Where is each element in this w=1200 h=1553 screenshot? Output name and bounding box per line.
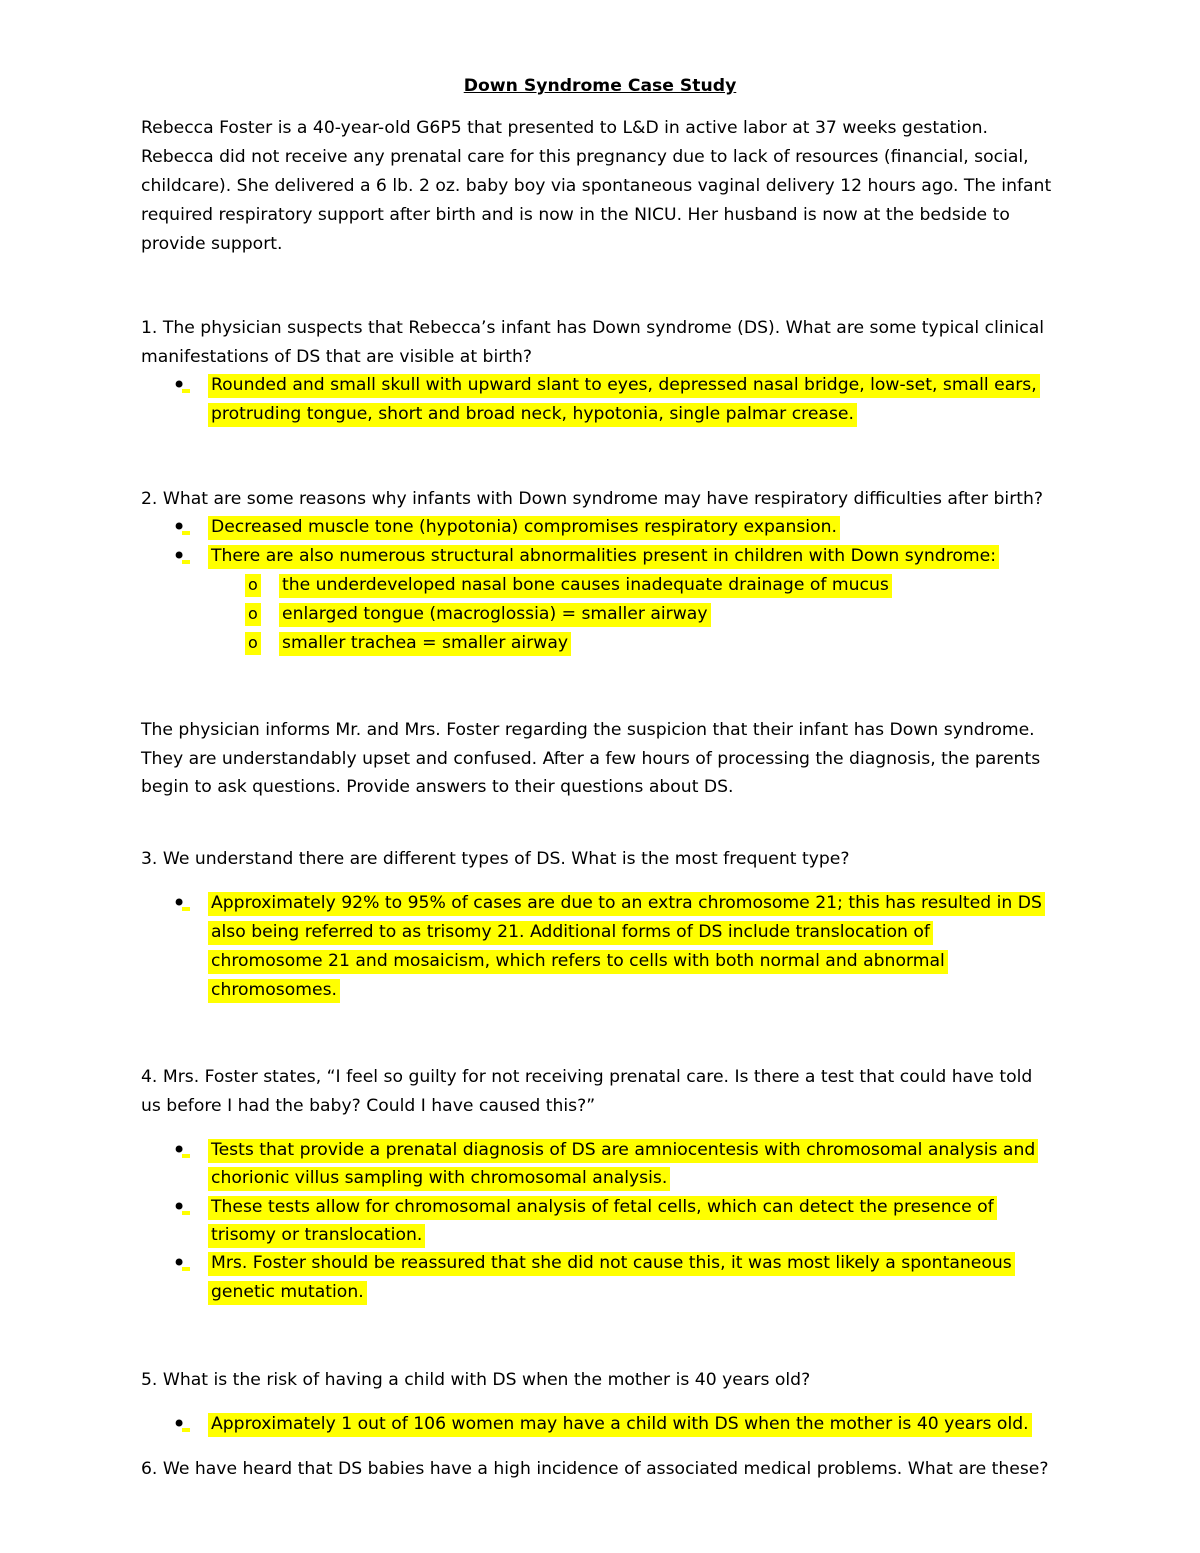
question-3: 3. We understand there are different types of DS. What is the most frequent type?: [141, 849, 850, 869]
bullet-icon: [172, 1413, 190, 1438]
answer-3-line: also being referred to as trisomy 21. Additional forms of DS include translocation of: [211, 921, 933, 943]
question-6: 6. We have heard that DS babies have a high incidence of associated medical problems. What are these?: [141, 1459, 1049, 1479]
answer-2-sub-bullet: the underdeveloped nasal bone causes inadequate drainage of mucus: [282, 574, 892, 596]
intro-line: required respiratory support after birth and is now in the NICU. Her husband is now at the bedside to: [141, 205, 1010, 225]
answer-1-line: protruding tongue, short and broad neck, hypotonia, single palmar crease.: [211, 403, 857, 425]
transition-line: The physician informs Mr. and Mrs. Foster regarding the suspicion that their infant has Down syndrome.: [141, 720, 1035, 740]
answer-5-line: Approximately 1 out of 106 women may have a child with DS when the mother is 40 years old.: [211, 1413, 1032, 1435]
answer-1-line: Rounded and small skull with upward slant to eyes, depressed nasal bridge, low-set, small ears,: [211, 374, 1040, 396]
transition-line: begin to ask questions. Provide answers to their questions about DS.: [141, 777, 734, 797]
answer-3-line: chromosomes.: [211, 979, 340, 1001]
answer-4-line: chorionic villus sampling with chromosomal analysis.: [211, 1167, 670, 1189]
answer-2-bullet: There are also numerous structural abnormalities present in children with Down syndrome:: [211, 545, 999, 567]
bullet-icon: [172, 1196, 190, 1221]
question-1: 1. The physician suspects that Rebecca’s infant has Down syndrome (DS). What are some typical clinical: [141, 318, 1045, 338]
intro-line: Rebecca Foster is a 40-year-old G6P5 that presented to L&D in active labor at 37 weeks gestation.: [141, 118, 989, 138]
answer-2-sub-bullet: smaller trachea = smaller airway: [282, 632, 571, 654]
answer-4-line: trisomy or translocation.: [211, 1224, 425, 1246]
answer-3-line: Approximately 92% to 95% of cases are due to an extra chromosome 21; this has resulted in DS: [211, 892, 1045, 914]
answer-4-line: Tests that provide a prenatal diagnosis of DS are amniocentesis with chromosomal analysis and: [211, 1139, 1038, 1161]
bullet-icon: [172, 516, 190, 541]
bullet-icon: [172, 545, 190, 570]
sub-bullet-icon: o: [248, 603, 261, 625]
bullet-icon: [172, 374, 190, 399]
bullet-icon: [172, 1139, 190, 1164]
question-5: 5. What is the risk of having a child with DS when the mother is 40 years old?: [141, 1370, 811, 1390]
sub-bullet-icon: o: [248, 632, 261, 654]
intro-line: provide support.: [141, 234, 283, 254]
answer-2-bullet: Decreased muscle tone (hypotonia) compromises respiratory expansion.: [211, 516, 840, 538]
question-2: 2. What are some reasons why infants with Down syndrome may have respiratory difficulties after birth?: [141, 489, 1044, 509]
answer-4-line: genetic mutation.: [211, 1281, 367, 1303]
intro-line: childcare). She delivered a 6 lb. 2 oz. baby boy via spontaneous vaginal delivery 12 hours ago. The infant: [141, 176, 1052, 196]
transition-line: They are understandably upset and confused. After a few hours of processing the diagnosis, the parents: [141, 749, 1041, 769]
answer-4-line: These tests allow for chromosomal analysis of fetal cells, which can detect the presence of: [211, 1196, 997, 1218]
document-title: Down Syndrome Case Study: [463, 76, 737, 96]
bullet-icon: [172, 1252, 190, 1277]
question-4: us before I had the baby? Could I have caused this?”: [141, 1096, 596, 1116]
answer-2-sub-bullet: enlarged tongue (macroglossia) = smaller airway: [282, 603, 711, 625]
question-4: 4. Mrs. Foster states, “I feel so guilty for not receiving prenatal care. Is there a test that could have told: [141, 1067, 1033, 1087]
intro-line: Rebecca did not receive any prenatal care for this pregnancy due to lack of resources (financial, social,: [141, 147, 1029, 167]
sub-bullet-icon: o: [248, 574, 261, 596]
answer-3-line: chromosome 21 and mosaicism, which refers to cells with both normal and abnormal: [211, 950, 948, 972]
question-1: manifestations of DS that are visible at birth?: [141, 347, 533, 367]
answer-4-line: Mrs. Foster should be reassured that she did not cause this, it was most likely a spontaneous: [211, 1252, 1015, 1274]
bullet-icon: [172, 892, 190, 917]
